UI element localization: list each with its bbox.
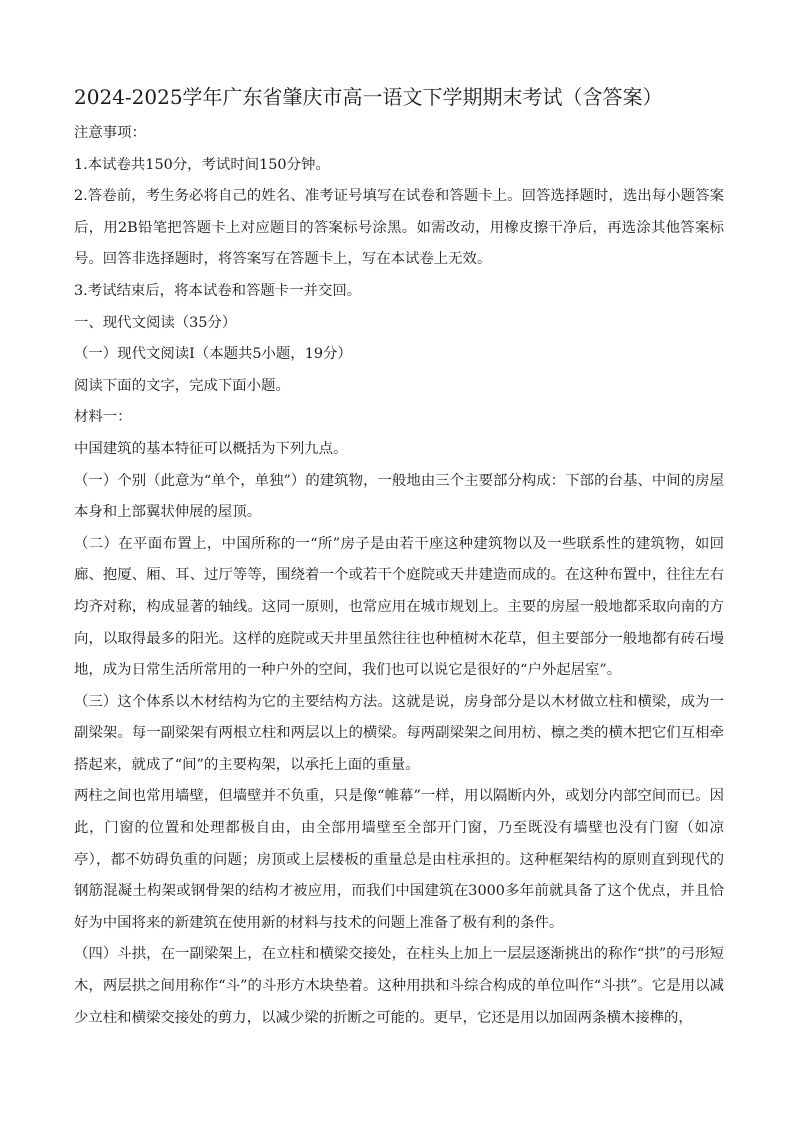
subsection-heading: （一）现代文阅读Ⅰ（本题共5小题，19分） [74,346,352,363]
notice-item-2: 2.答卷前，考生务必将自己的姓名、准考证号填写在试卷和答题卡上。回答选择题时，选出每小题答案后，用2B铅笔把答题卡上对应题目的答案标号涂黑。如需改动，用橡皮擦干净后，再选涂其他答案标号。回答非选择题时，将答案写在答题卡上，写在本试卷上无效。 [74,188,724,268]
paragraph-point-2: （二）在平面布置上，中国所称的一“所”房子是由若干座这种建筑物以及一些联系性的建筑物，如回廊、抱厦、厢、耳、过厅等等，围绕着一个或若干个庭院或天井建造而成的。在这种布置中，往往左右均齐对称，构成显著的轴线。这同一原则，也常应用在城市规划上。主要的房屋一般地都采取向南的方向，以取得最多的阳光。这样的庭院或天井里虽然往往也种植树木花草，但主要部分一般地都有砖石墁地，成为日常生活所常用的一种户外的空间，我们也可以说它是很好的“户外起居室”。 [74,535,724,679]
reading-instruction: 阅读下面的文字，完成下面小题。 [74,377,290,394]
notice-item-3: 3.考试结束后，将本试卷和答题卡一并交回。 [74,282,362,299]
document-body [74,118,724,1034]
paragraph-point-1: （一）个别（此意为“单个，单独”）的建筑物，一般地由三个主要部分构成：下部的台基、中间的房屋本身和上部翼状伸展的屋顶。 [74,472,724,521]
notice-heading: 注意事项： [74,125,146,141]
document-title: 2024-2025学年广东省肇庆市高一语文下学期期末考试（含答案） [74,85,663,109]
material-label: 材料一： [74,409,132,426]
paragraph-point-3: （三）这个体系以木材结构为它的主要结构方法。这就是说，房身部分是以木材做立柱和横梁，成为一副梁架。每一副梁架有两根立柱和两层以上的横梁。每两副梁架之间用枋、檩之类的横木把它们互相牵搭起来，就成了“间”的主要构架，以承托上面的重量。 [74,693,724,773]
section-heading: 一、现代文阅读（35分） [74,314,237,331]
notice-item-1: 1.本试卷共150分，考试时间150分钟。 [74,156,330,173]
paragraph-point-3-continued: 两柱之间也常用墙壁，但墙壁并不负重，只是像“帷幕”一样，用以隔断内外，或划分内部空间而已。因此，门窗的位置和处理都极自由，由全部用墙壁至全部开门窗，乃至既没有墙壁也没有门窗（如凉亭），都不妨碍负重的问题；房顶或上层楼板的重量总是由柱承担的。这种框架结构的原则直到现代的钢筋混凝土构架或钢骨架的结构才被应用，而我们中国建筑在3000多年前就具备了这个优点，并且恰好为中国将来的新建筑在使用新的材料与技术的问题上准备了极有利的条件。 [74,788,724,931]
paragraph-point-4: （四）斗拱，在一副梁架上，在立柱和横梁交接处，在柱头上加上一层层逐渐挑出的称作“拱”的弓形短木，两层拱之间用称作“斗”的斗形方木块垫着。这种用拱和斗综合构成的单位叫作“斗拱”。它是用以减少立柱和横梁交接处的剪力，以减少梁的折断之可能的。更早，它还是用以加固两条横木接榫的， [74,946,724,1026]
paragraph-intro: 中国建筑的基本特征可以概括为下列九点。 [74,440,348,457]
